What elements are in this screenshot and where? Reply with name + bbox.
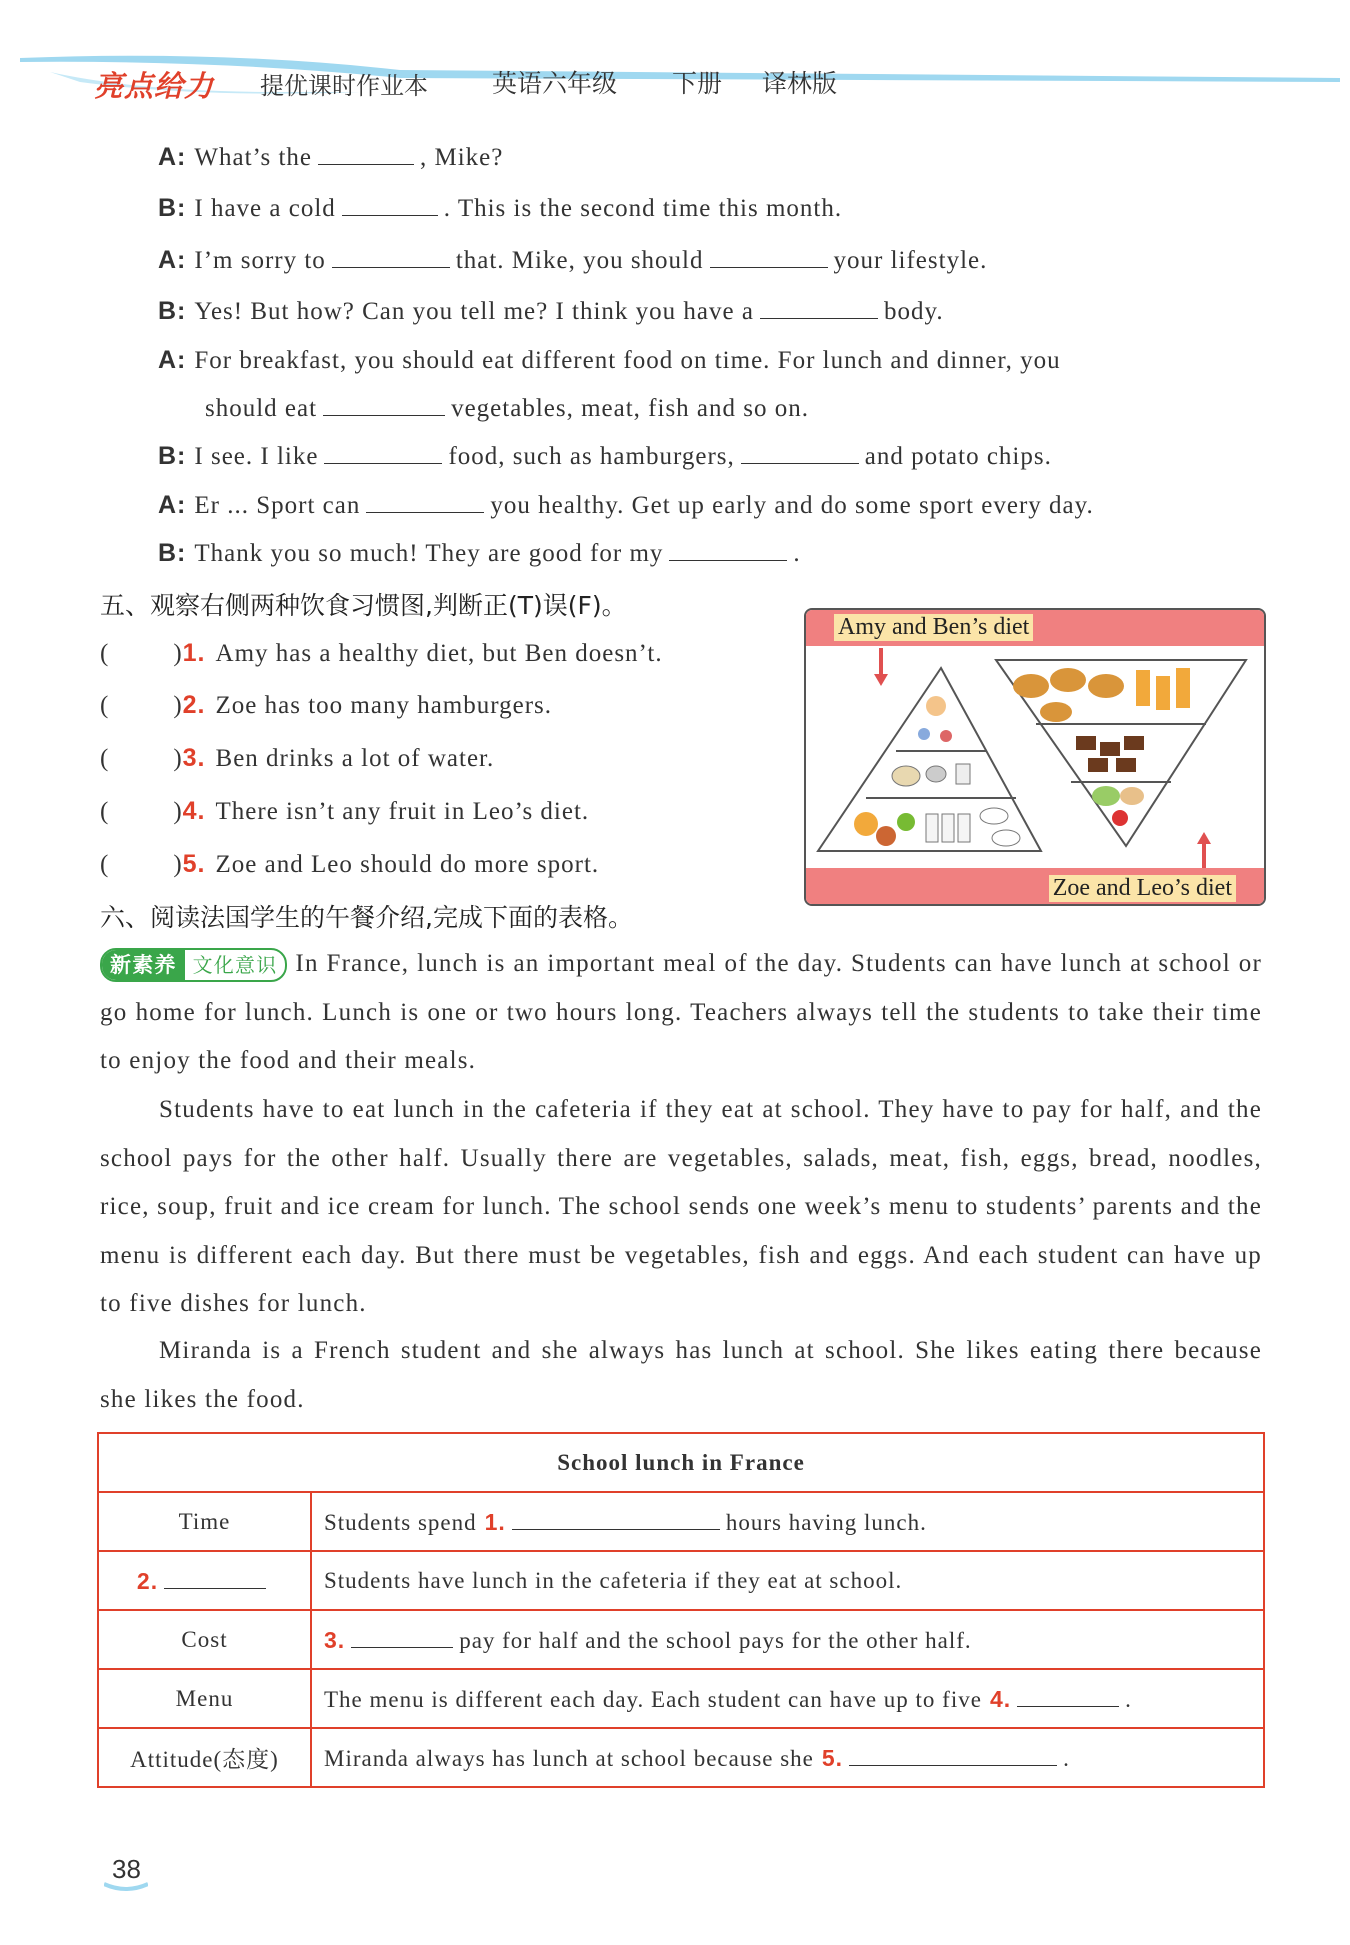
answer-blank[interactable] — [366, 490, 484, 513]
item-text: Ben drinks a lot of water. — [215, 745, 495, 772]
item-text: Amy has a healthy diet, but Ben doesn’t. — [215, 640, 663, 667]
dialogue-text: body. — [883, 298, 944, 325]
answer-paren-open[interactable]: ( — [100, 692, 110, 719]
dialogue-line — [158, 193, 842, 224]
answer-blank[interactable] — [323, 393, 445, 416]
dialogue-line — [158, 245, 987, 276]
dialogue-line — [158, 345, 1061, 376]
dialogue-text: . — [793, 540, 801, 567]
answer-blank[interactable] — [1017, 1684, 1119, 1707]
answer-paren-close: ) — [173, 851, 183, 878]
answer-blank[interactable] — [760, 296, 878, 319]
dialogue-text: Er ... Sport can — [194, 492, 361, 519]
reading-paragraph-2: Students have to eat lunch in the cafeteria if they eat at school. They have to pay for half, and the school pays for the other half. Usually there are vegetables, salads, meat, fish, eggs, bread, noodles, rice, soup, fruit and ice cream for lunch. The school sends one week’s menu to students’ parents and the menu is different each day. But there must be vegetables, fish and eggs. And each student can have up to five dishes for lunch. — [100, 1096, 1262, 1317]
dialogue-text: I see. I like — [194, 443, 319, 470]
dialogue-line — [158, 538, 801, 569]
speaker-label: B: — [158, 194, 187, 222]
item-text: Zoe has too many hamburgers. — [215, 692, 553, 719]
grade-label: 英语六年级 — [492, 69, 618, 98]
table-row — [98, 1669, 1264, 1728]
true-false-item — [100, 796, 589, 827]
answer-paren-open[interactable]: ( — [100, 745, 110, 772]
food-pyramids-illustration — [806, 646, 1264, 868]
item-number: 5. — [182, 850, 206, 878]
dialogue-text: I have a cold — [194, 195, 336, 222]
row-text: The menu is different each day. Each student can have up to five — [324, 1687, 982, 1712]
answer-blank[interactable] — [669, 538, 787, 561]
page-number-swoosh — [104, 1882, 148, 1894]
dialogue-line — [158, 142, 503, 173]
row-label-cell — [98, 1728, 311, 1787]
speaker-label: A: — [158, 491, 187, 519]
edition-label: 译林版 — [762, 69, 838, 98]
blank-number: 3. — [324, 1627, 346, 1653]
answer-paren-open[interactable]: ( — [100, 798, 110, 825]
page-number: 38 — [112, 1854, 141, 1884]
true-false-item — [100, 743, 494, 774]
dialogue-text: and potato chips. — [864, 443, 1052, 470]
true-false-item — [100, 638, 663, 669]
item-number: 1. — [182, 639, 206, 667]
row-text: hours having lunch. — [725, 1510, 927, 1535]
volume-label: 下册 — [672, 69, 723, 98]
row-content-cell — [311, 1669, 1264, 1728]
dialogue-text: Yes! But how? Can you tell me? I think you have a — [194, 298, 754, 325]
answer-blank[interactable] — [849, 1743, 1057, 1766]
blank-number: 5. — [821, 1745, 844, 1771]
reading-paragraph-1: 新素养 文化意识 In France, lunch is an important meal of the day. Students can have lunch at school or go home for lunch. Lunch is one or two hours long. Teachers always tell the students to take their time to enjoy the food and their meals. — [100, 950, 1262, 1074]
speaker-label: B: — [158, 297, 187, 325]
new-literacy-badge: 新素养 文化意识 — [100, 948, 287, 982]
table-title: School lunch in France — [98, 1433, 1264, 1492]
row-label: Cost — [181, 1626, 228, 1652]
table-title-row — [98, 1433, 1264, 1492]
true-false-item — [100, 849, 599, 880]
dialogue-text: you healthy. Get up early and do some sport every day. — [490, 492, 1094, 519]
answer-blank[interactable] — [318, 142, 414, 165]
table-row — [98, 1492, 1264, 1551]
table-row — [98, 1610, 1264, 1669]
item-text: There isn’t any fruit in Leo’s diet. — [215, 798, 590, 825]
answer-blank[interactable] — [342, 193, 438, 216]
speaker-label: B: — [158, 442, 187, 470]
dialogue-text: What’s the — [194, 144, 312, 171]
row-text: Students have lunch in the cafeteria if they eat at school. — [324, 1567, 903, 1593]
answer-blank[interactable] — [164, 1566, 266, 1589]
dialogue-line — [158, 490, 1094, 521]
answer-blank[interactable] — [332, 245, 450, 268]
dialogue-text: I’m sorry to — [194, 247, 326, 274]
item-text: Zoe and Leo should do more sport. — [215, 851, 600, 878]
item-number: 4. — [182, 797, 206, 825]
answer-paren-open[interactable]: ( — [100, 851, 110, 878]
answer-paren-close: ) — [173, 798, 183, 825]
row-label-cell — [98, 1551, 311, 1610]
row-label-cell — [98, 1610, 311, 1669]
row-label: Attitude(态度) — [130, 1747, 279, 1772]
row-label: Menu — [175, 1685, 234, 1711]
dialogue-text: your lifestyle. — [833, 247, 988, 274]
row-label-cell — [98, 1492, 311, 1551]
brand-logo-text: 亮点给力 — [94, 69, 215, 103]
dialogue-text: vegetables, meat, fish and so on. — [451, 395, 809, 422]
dialogue-text: Thank you so much! They are good for my — [194, 540, 664, 567]
speaker-label: B: — [158, 539, 187, 567]
dialogue-line — [158, 296, 944, 327]
row-label-cell — [98, 1669, 311, 1728]
dialogue-text: should eat — [205, 395, 318, 422]
dialogue-line — [205, 393, 809, 424]
answer-paren-open[interactable]: ( — [100, 640, 110, 667]
answer-blank[interactable] — [741, 441, 859, 464]
dialogue-text: , Mike? — [420, 144, 504, 171]
book-subtitle: 提优课时作业本 — [260, 72, 428, 100]
row-text: Students spend — [324, 1510, 477, 1535]
row-text: . — [1125, 1687, 1132, 1712]
item-number: 2. — [182, 691, 206, 719]
row-text: . — [1063, 1746, 1070, 1771]
section-5-title: 五、观察右侧两种饮食习惯图,判断正(T)误(F)。 — [100, 591, 627, 620]
answer-blank[interactable] — [324, 441, 442, 464]
table-row — [98, 1728, 1264, 1787]
answer-paren-close: ) — [173, 745, 183, 772]
answer-paren-close: ) — [173, 692, 183, 719]
row-content-cell — [311, 1610, 1264, 1669]
table-row — [98, 1551, 1264, 1610]
row-content-cell — [311, 1728, 1264, 1787]
dialogue-text: food, such as hamburgers, — [448, 443, 735, 470]
row-content-cell — [311, 1551, 1264, 1610]
section-6-title: 六、阅读法国学生的午餐介绍,完成下面的表格。 — [100, 903, 633, 932]
reading-paragraph-3: Miranda is a French student and she always has lunch at school. She likes eating there because she likes the food. — [100, 1337, 1262, 1413]
item-number: 3. — [182, 744, 206, 772]
answer-blank[interactable] — [512, 1507, 720, 1530]
blank-number: 1. — [484, 1509, 506, 1535]
row-content-cell — [311, 1492, 1264, 1551]
diet-pyramid-figure — [804, 608, 1266, 906]
speaker-label: A: — [158, 143, 187, 171]
row-text: pay for half and the school pays for the other half. — [459, 1628, 972, 1653]
speaker-label: A: — [158, 246, 187, 274]
dialogue-text: . This is the second time this month. — [443, 195, 843, 222]
speaker-label: A: — [158, 346, 187, 374]
dialogue-line — [158, 441, 1052, 472]
blank-number: 4. — [989, 1686, 1012, 1712]
true-false-item — [100, 690, 552, 721]
row-number: 2. — [136, 1568, 159, 1594]
answer-blank[interactable] — [351, 1625, 453, 1648]
answer-blank[interactable] — [710, 245, 828, 268]
dialogue-text: that. Mike, you should — [455, 247, 704, 274]
school-lunch-table — [97, 1432, 1265, 1788]
figure-top-label: Amy and Ben’s diet — [834, 614, 1033, 641]
answer-paren-close: ) — [173, 640, 183, 667]
row-text: Miranda always has lunch at school because she — [324, 1746, 814, 1771]
figure-bottom-label: Zoe and Leo’s diet — [1049, 875, 1236, 902]
dialogue-text: For breakfast, you should eat different food on time. For lunch and dinner, you — [194, 347, 1061, 374]
row-label: Time — [178, 1508, 231, 1534]
